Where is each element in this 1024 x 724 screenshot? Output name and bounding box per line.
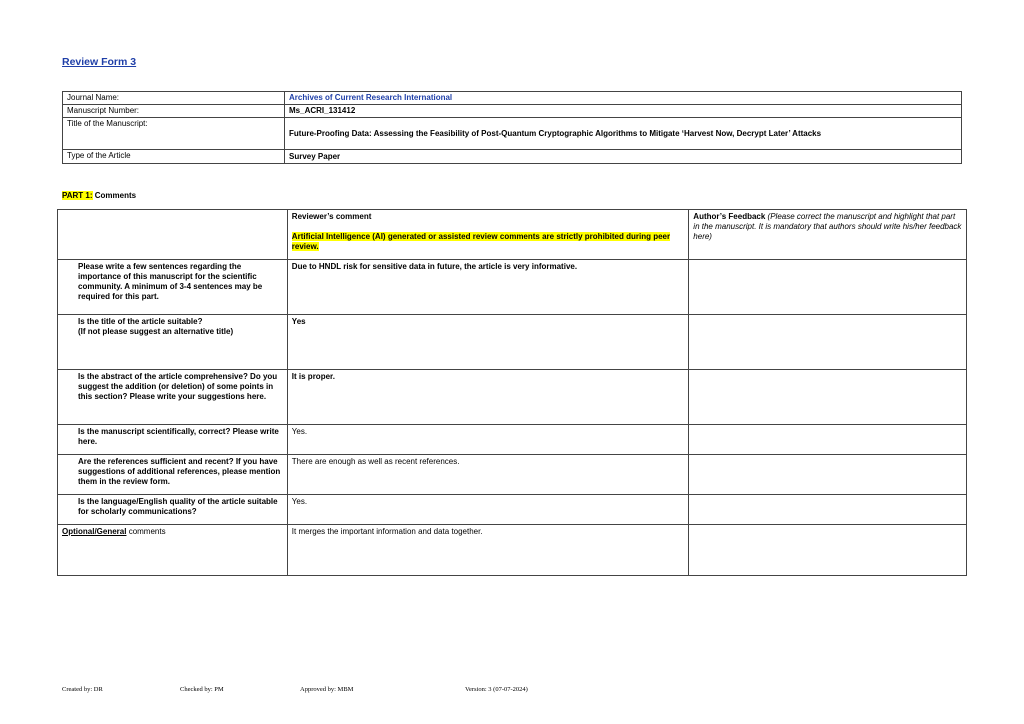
article-type-label: Type of the Article	[63, 150, 285, 164]
comments-header-row	[58, 210, 967, 260]
optional-label-suffix: comments	[126, 527, 166, 536]
question-cell: Please write a few sentences regarding the importance of this manuscript for the scientific community. A minimum of 3-4 sentences may be required for this part.	[58, 260, 288, 315]
ai-prohibition-notice: Artificial Intelligence (AI) generated or assisted review comments are strictly prohibited during peer review.	[291, 232, 671, 251]
optional-label: Optional/General	[62, 527, 127, 536]
article-type-value: Survey Paper	[285, 150, 962, 164]
optional-comment-cell: It merges the important information and data together.	[287, 525, 689, 576]
manuscript-title-value: Future-Proofing Data: Assessing the Feasibility of Post-Quantum Cryptographic Algorithms to Mitigate ‘Harvest Now, Decrypt Later’ Attacks	[285, 118, 962, 150]
reviewer-comment-header	[287, 210, 689, 260]
reviewer-comment-label: Reviewer’s comment	[291, 212, 372, 221]
question-cell: Is the language/English quality of the article suitable for scholarly communications?	[58, 495, 288, 525]
author-feedback-cell[interactable]	[689, 525, 967, 576]
article-type-row	[63, 150, 962, 164]
journal-label: Journal Name:	[63, 92, 285, 105]
reviewer-comment-cell: Yes.	[287, 425, 689, 455]
question-cell: Are the references sufficient and recent? If you have suggestions of additional references, please mention them in the review form.	[58, 455, 288, 495]
footer-approved-by: Approved by: MBM	[300, 686, 354, 693]
header-empty-cell	[58, 210, 288, 260]
part1-heading	[62, 191, 136, 200]
footer-version: Version: 3 (07-07-2024)	[465, 686, 528, 693]
manuscript-number-label: Manuscript Number:	[63, 105, 285, 118]
question-cell: Is the manuscript scientifically, correct? Please write here.	[58, 425, 288, 455]
reviewer-comment-cell: Due to HNDL risk for sensitive data in future, the article is very informative.	[287, 260, 689, 315]
author-feedback-cell[interactable]	[689, 455, 967, 495]
table-row	[58, 260, 967, 315]
question-cell: Is the title of the article suitable? (If not please suggest an alternative title)	[58, 315, 288, 370]
optional-comments-row	[58, 525, 967, 576]
reviewer-comment-cell: Yes.	[287, 495, 689, 525]
reviewer-comment-cell: It is proper.	[287, 370, 689, 425]
footer-created-by: Created by: DR	[62, 686, 103, 693]
question-cell: Is the abstract of the article comprehensive? Do you suggest the addition (or deletion) of some points in this section? Please write your suggestions here.	[58, 370, 288, 425]
manuscript-number-value: Ms_ACRI_131412	[285, 105, 962, 118]
journal-value: Archives of Current Research International	[285, 92, 962, 105]
author-feedback-cell[interactable]	[689, 495, 967, 525]
manuscript-number-row	[63, 105, 962, 118]
manuscript-title-label: Title of the Manuscript:	[63, 118, 285, 150]
journal-row	[63, 92, 962, 105]
table-row	[58, 425, 967, 455]
author-feedback-cell[interactable]	[689, 260, 967, 315]
manuscript-title-row	[63, 118, 962, 150]
author-feedback-cell[interactable]	[689, 370, 967, 425]
manuscript-info-table	[62, 91, 962, 164]
reviewer-comment-cell: There are enough as well as recent references.	[287, 455, 689, 495]
reviewer-comment-cell: Yes	[287, 315, 689, 370]
optional-label-cell	[58, 525, 288, 576]
table-row	[58, 370, 967, 425]
author-feedback-cell[interactable]	[689, 425, 967, 455]
footer-checked-by: Checked by: PM	[180, 686, 224, 693]
form-title: Review Form 3	[62, 56, 137, 68]
table-row	[58, 495, 967, 525]
part1-title: Comments	[92, 191, 137, 200]
author-feedback-instructions: (Please correct the manuscript and highlight that part in the manuscript. It is mandatory that authors should write his/her feedback here)	[693, 212, 962, 241]
author-feedback-cell[interactable]	[689, 315, 967, 370]
author-feedback-label: Author’s Feedback	[693, 212, 766, 221]
table-row	[58, 455, 967, 495]
author-feedback-header	[689, 210, 967, 260]
table-row	[58, 315, 967, 370]
part1-label: PART 1:	[62, 191, 93, 200]
comments-table	[57, 209, 967, 576]
